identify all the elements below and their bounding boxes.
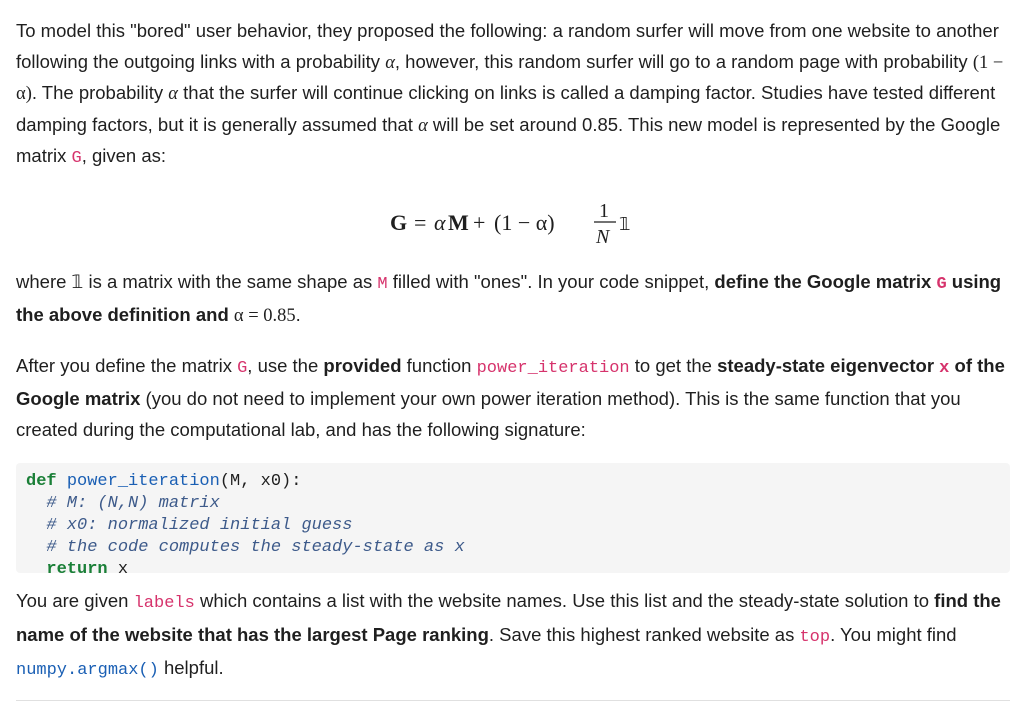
- equation-svg: [16, 179, 1010, 261]
- eq-one-minus-alpha: (1 − α): [494, 209, 555, 235]
- text: , use the: [247, 354, 324, 376]
- text: To model this "bored" user behavior, they proposed the following: a random surfer will move from one website to another following the outgoing links with a probability: [16, 20, 999, 72]
- text: , however, this random surfer will go to a random page with probability: [394, 50, 973, 72]
- bold-text: find the name of the website that has the largest Page ranking: [16, 590, 1001, 645]
- inline-code-top: top: [799, 627, 831, 647]
- eq-alpha: α: [434, 209, 446, 235]
- eq-plus: +: [473, 209, 486, 235]
- eq-denominator: N: [596, 225, 610, 248]
- text: , given as:: [81, 145, 167, 166]
- alpha-value: α = 0.85: [233, 306, 296, 326]
- bold-text: steady-state eigenvector: [717, 354, 940, 376]
- inline-code-x: x: [939, 358, 950, 378]
- paragraph-bored-surfer: [16, 16, 1010, 175]
- alpha-symbol: α: [385, 52, 395, 73]
- alpha-symbol: α: [168, 84, 179, 104]
- paragraph-power-iteration: [16, 351, 1010, 446]
- inline-code-numpy-argmax: numpy.argmax(): [16, 661, 159, 680]
- inline-code-labels: labels: [133, 594, 195, 613]
- text: You are given: [16, 590, 134, 611]
- code-keyword-def: def: [26, 472, 57, 491]
- paragraph-define-G: [16, 267, 1010, 332]
- code-block-signature: [16, 463, 1010, 579]
- paragraph-find-top: [16, 586, 1010, 687]
- bold-text: define the Google matrix: [714, 270, 937, 292]
- text: (you do not need to implement your own power iteration method). This is the same function that you created during the computational lab, and has the following signature:: [16, 388, 961, 440]
- inline-code-G: G: [237, 358, 248, 378]
- eq-equals: =: [414, 209, 427, 235]
- code-keyword-return: return: [46, 560, 108, 579]
- code-args: (M, x0):: [219, 472, 302, 491]
- eq-ones-matrix: 𝟙: [619, 213, 631, 235]
- code-comment: # M: (N,N) matrix: [46, 494, 220, 513]
- eq-lhs-G: G: [390, 209, 408, 235]
- alpha-symbol: α: [418, 115, 428, 136]
- problem-statement: [16, 16, 1010, 687]
- ones-matrix-symbol: 𝟙: [71, 270, 84, 292]
- text: . Save this highest ranked website as: [488, 623, 800, 645]
- text: helpful.: [158, 657, 224, 678]
- code-comment: # the code computes the steady-state as x: [46, 538, 465, 557]
- eq-numerator: 1: [599, 199, 609, 222]
- text: filled with "ones". In your code snippet,: [387, 270, 715, 292]
- google-matrix-equation: [16, 179, 1010, 261]
- one-minus-alpha: (1 − α): [16, 52, 1004, 104]
- inline-code-G: G: [936, 274, 947, 294]
- text: is a matrix with the same shape as: [83, 270, 378, 292]
- bold-text: provided: [323, 354, 402, 376]
- inline-code-M: M: [377, 274, 388, 294]
- text: which contains a list with the website names. Use this list and the steady-state solution to: [194, 590, 935, 611]
- text: After you define the matrix: [16, 354, 238, 376]
- text: will be set around 0.85. This new model is represented by the Google matrix: [16, 113, 1001, 166]
- text: . The probability: [31, 82, 169, 103]
- inline-code-G: G: [71, 149, 82, 168]
- eq-M: M: [448, 209, 469, 235]
- code-return-value: x: [107, 560, 129, 579]
- inline-code-power-iteration: power_iteration: [476, 358, 630, 378]
- bottom-divider: [16, 700, 1010, 701]
- text: that the surfer will continue clicking on links is called a damping factor. Studies have tested different damping factors, but it is generally assumed that: [16, 82, 996, 135]
- text: function: [401, 354, 477, 376]
- bold-text: using the above definition and: [16, 270, 1002, 325]
- text: to get the: [629, 354, 718, 376]
- code-function-name: power_iteration: [66, 472, 220, 491]
- text: . You might find: [830, 623, 957, 645]
- bold-text: of the Google matrix: [16, 354, 1005, 409]
- text: .: [295, 304, 301, 325]
- code-comment: # x0: normalized initial guess: [46, 516, 353, 535]
- text: where: [16, 270, 72, 292]
